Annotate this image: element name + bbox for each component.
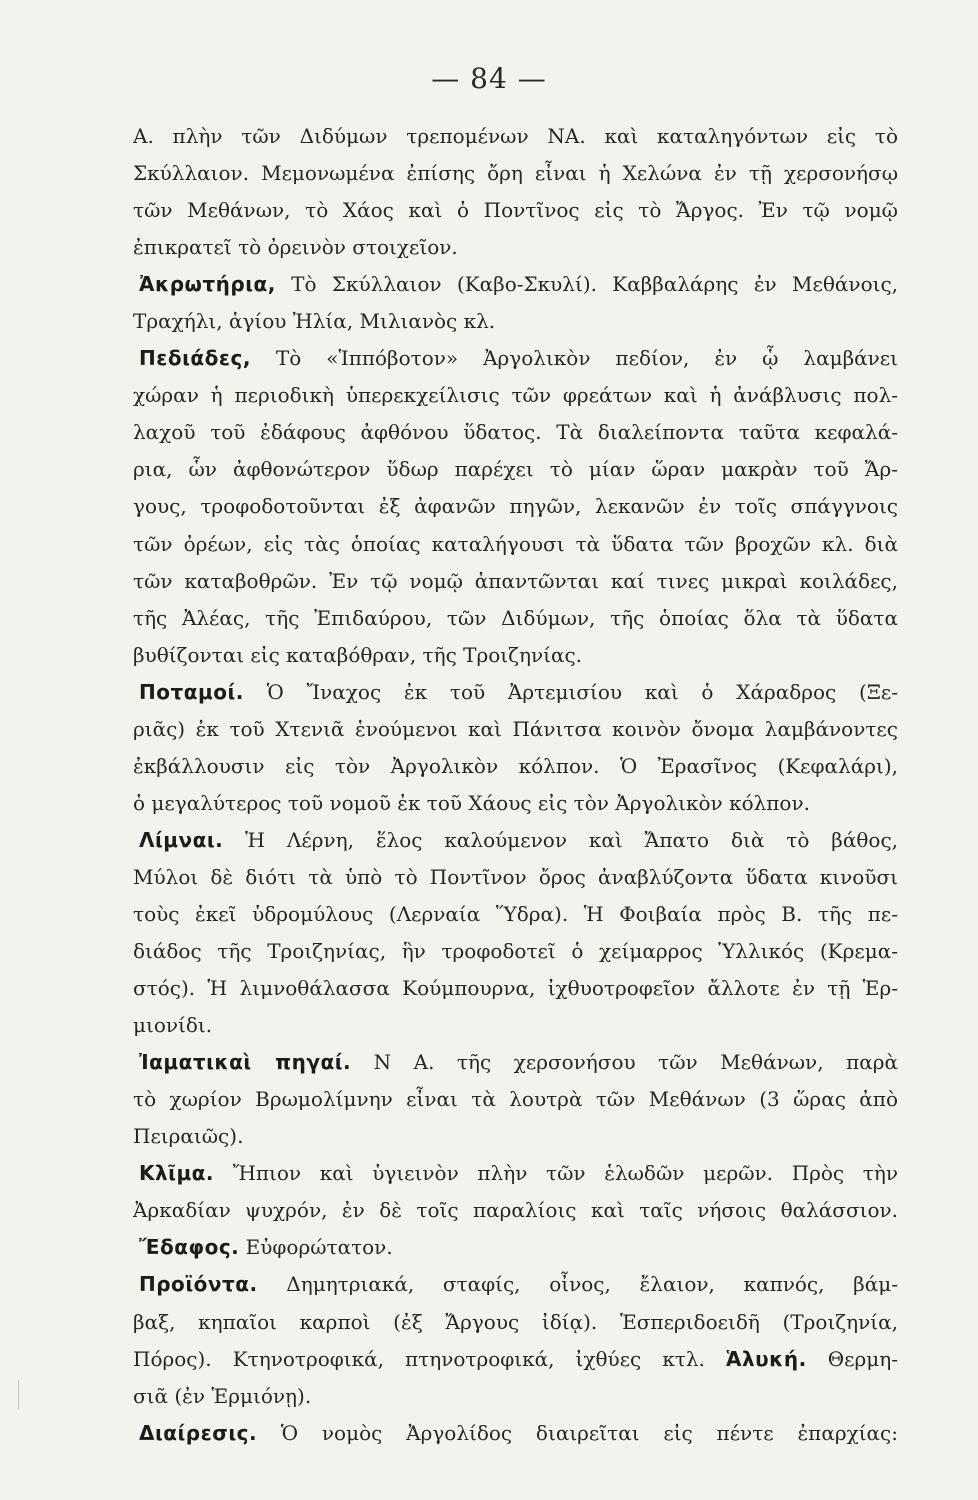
text-line [133, 229, 898, 266]
line-text: γους, τροφοδοτοῦνται ἐξ ἀφανῶν πηγῶν, λεκανῶν ἐν τοῖς σπάγγνοις [133, 494, 898, 519]
line-text: τῶν ὀρέων, εἰς τὰς ὁποίας καταλήγουσι τὰ ὕδατα τῶν βροχῶν κλ. διὰ [133, 531, 898, 556]
text-line [133, 600, 898, 637]
line-text: Ν Α. τῆς χερσονήσου τῶν Μεθάνων, παρὰ [373, 1050, 898, 1075]
line-text: Σκύλλαιον. Μεμονωμένα ἐπίσης ὄρη εἶναι ἡ Χελώνα ἐν τῇ χερσονήσῳ [133, 161, 898, 186]
line-text: Α. πλὴν τῶν Διδύμων τρεπομένων ΝΑ. καὶ καταληγόντων εἰς τὸ [133, 124, 898, 148]
line-text: ριᾶς) ἐκ τοῦ Χτενιᾶ ἑνούμενοι καὶ Πάνιτσα κοινὸν ὄνομα λαμβάνοντες [133, 716, 898, 741]
text-line [133, 377, 898, 414]
text-line [133, 192, 898, 229]
line-text: τῶν Μεθάνων, τὸ Χάος καὶ ὁ Ποντῖνος εἰς τὸ Ἄργος. Ἐν τῷ νομῷ [133, 198, 898, 223]
section-heading: Κλῖμα. [139, 1161, 215, 1186]
section-heading: Πεδιάδες, [139, 346, 251, 371]
line-text: Εὐφορώτατον. [245, 1235, 393, 1260]
section-heading: Προϊόντα. [139, 1272, 258, 1297]
line-text: Ἀρκαδίαν ψυχρόν, ἐν δὲ τοῖς παραλίοις καὶ ταῖς νήσοις θαλάσσιον. [133, 1198, 898, 1223]
text-line [133, 1229, 898, 1266]
line-text: Τραχήλι, ἁγίου Ἠλία, Μιλιανὸς κλ. [133, 309, 496, 334]
text-line [133, 970, 898, 1007]
line-text: Μύλοι δὲ διότι τὰ ὑπὸ τὸ Ποντῖνον ὄρος ἀναβλύζοντα ὕδατα κινοῦσι [133, 864, 898, 889]
section-heading: Ἀκρωτήρια, [139, 272, 276, 297]
line-text: τῆς Ἀλέας, τῆς Ἐπιδαύρου, τῶν Διδύμων, τῆς ὁποίας ὅλα τὰ ὕδατα [133, 605, 898, 630]
section-heading: Ἰαματικαὶ πηγαί. [139, 1050, 352, 1075]
line-text: Πειραιῶς). [133, 1124, 244, 1149]
text-line [133, 785, 898, 822]
text-line [133, 896, 898, 933]
line-text: στός). Ἡ λιμνοθάλασσα Κούμπουρνα, ἰχθυοτροφεῖον ἄλλοτε ἐν τῇ Ἑρ- [133, 976, 898, 1001]
text-line [133, 1415, 898, 1452]
text-line [133, 1341, 898, 1378]
line-text: μιονίδι. [133, 1013, 213, 1038]
text-line [133, 674, 898, 711]
line-text: Ἡ Λέρνη, ἕλος καλούμενον καὶ Ἄπατο διὰ τὸ βάθος, [245, 827, 898, 852]
section-heading: Ἁλυκή. [725, 1346, 807, 1371]
text-line [133, 155, 898, 192]
text-line [133, 637, 898, 674]
page-number: — 84 — [431, 62, 547, 95]
line-text: Ὁ νομὸς Ἀργολίδος διαιρεῖται εἰς πέντε ἐπαρχίας: [280, 1420, 898, 1445]
text-line [133, 748, 898, 785]
text-line [133, 1044, 898, 1081]
line-text: ὁ μεγαλύτερος τοῦ νομοῦ ἐκ τοῦ Χάους εἰς τὸν Ἀργολικὸν κόλπον. [133, 790, 810, 815]
text-line [133, 1081, 898, 1118]
line-text: Τὸ Σκύλλαιον (Καβο-Σκυλί). Καββαλάρης ἐν Μεθάνοις, [291, 272, 898, 297]
text-line [133, 526, 898, 563]
text-line [133, 266, 898, 303]
line-text: Θερμη- [827, 1346, 898, 1371]
text-line [133, 488, 898, 525]
text-line [133, 711, 898, 748]
text-line [133, 933, 898, 970]
text-line [133, 1378, 898, 1415]
line-text: βυθίζονται εἰς καταβόθραν, τῆς Τροιζηνίας. [133, 642, 583, 667]
margin-mark [18, 1380, 19, 1410]
text-line [133, 1118, 898, 1155]
line-text: Τὸ «Ἱππόβοτον» Ἀργολικὸν πεδίον, ἐν ᾧ λαμβάνει [275, 346, 898, 371]
text-line [133, 822, 898, 859]
line-text: Ἤπιον καὶ ὑγιεινὸν πλὴν τῶν ἑλωδῶν μερῶν. Πρὸς τὴν [232, 1161, 898, 1186]
text-line [133, 1304, 898, 1341]
line-text: βαξ, κηπαῖοι καρποὶ (ἐξ Ἄργους ἰδίᾳ). Ἑσπεριδοειδῆ (Τροιζηνία, [133, 1309, 898, 1334]
section-heading: Λίμναι. [139, 827, 224, 852]
text-line [133, 303, 898, 340]
line-text: τοὺς ἐκεῖ ὑδρομύλους (Λερναία Ὕδρα). Ἡ Φοιβαία πρὸς Β. τῆς πε- [133, 901, 898, 926]
line-text: Ὁ Ἴναχος ἐκ τοῦ Ἀρτεμισίου καὶ ὁ Χάραδρος (Ξε- [266, 679, 898, 704]
line-text: ἐπικρατεῖ τὸ ὀρεινὸν στοιχεῖον. [133, 235, 458, 260]
line-text: χώραν ἡ περιοδικὴ ὑπερεκχείλισις τῶν φρεάτων καὶ ἡ ἀνάβλυσις πολ- [133, 383, 898, 408]
line-text: Δημητριακά, σταφίς, οἶνος, ἔλαιον, καπνός, βάμ- [286, 1272, 898, 1297]
text-line [133, 118, 898, 155]
line-text: διάδος τῆς Τροιζηνίας, ἣν τροφοδοτεῖ ὁ χείμαρρος Ὑλλικός (Κρεμα- [133, 939, 898, 964]
section-heading: Διαίρεσις. [139, 1420, 258, 1445]
text-line [133, 563, 898, 600]
text-line [133, 1155, 898, 1192]
line-text: τῶν καταβοθρῶν. Ἐν τῷ νομῷ ἀπαντῶνται καί τινες μικραὶ κοιλάδες, [133, 568, 898, 593]
section-heading: Ἔδαφος. [139, 1235, 240, 1260]
section-heading: Ποταμοί. [139, 679, 244, 704]
text-line [133, 414, 898, 451]
text-line [133, 859, 898, 896]
line-text: τὸ χωρίον Βρωμολίμνην εἶναι τὰ λουτρὰ τῶν Μεθάνων (3 ὥρας ἀπὸ [133, 1087, 898, 1112]
text-line [133, 451, 898, 488]
text-line [133, 1266, 898, 1303]
text-line [133, 1007, 898, 1044]
text-line [133, 340, 898, 377]
line-text: ἐκβάλλουσιν εἰς τὸν Ἀργολικὸν κόλπον. Ὁ Ἐρασῖνος (Κεφαλάρι), [133, 753, 898, 778]
body-text [133, 118, 898, 1452]
line-text: λαχοῦ τοῦ ἐδάφους ἀφθόνου ὕδατος. Τὰ διαλείποντα ταῦτα κεφαλά- [133, 420, 898, 445]
line-text: Πόρος). Κτηνοτροφικά, πτηνοτροφικά, ἰχθύες κτλ. [133, 1346, 705, 1371]
line-text: ρια, ὧν ἀφθονώτερον ὕδωρ παρέχει τὸ μίαν ὥραν μακρὰν τοῦ Ἄρ- [133, 457, 898, 482]
text-line [133, 1192, 898, 1229]
line-text: σιᾶ (ἐν Ἑρμιόνῃ). [133, 1383, 312, 1408]
